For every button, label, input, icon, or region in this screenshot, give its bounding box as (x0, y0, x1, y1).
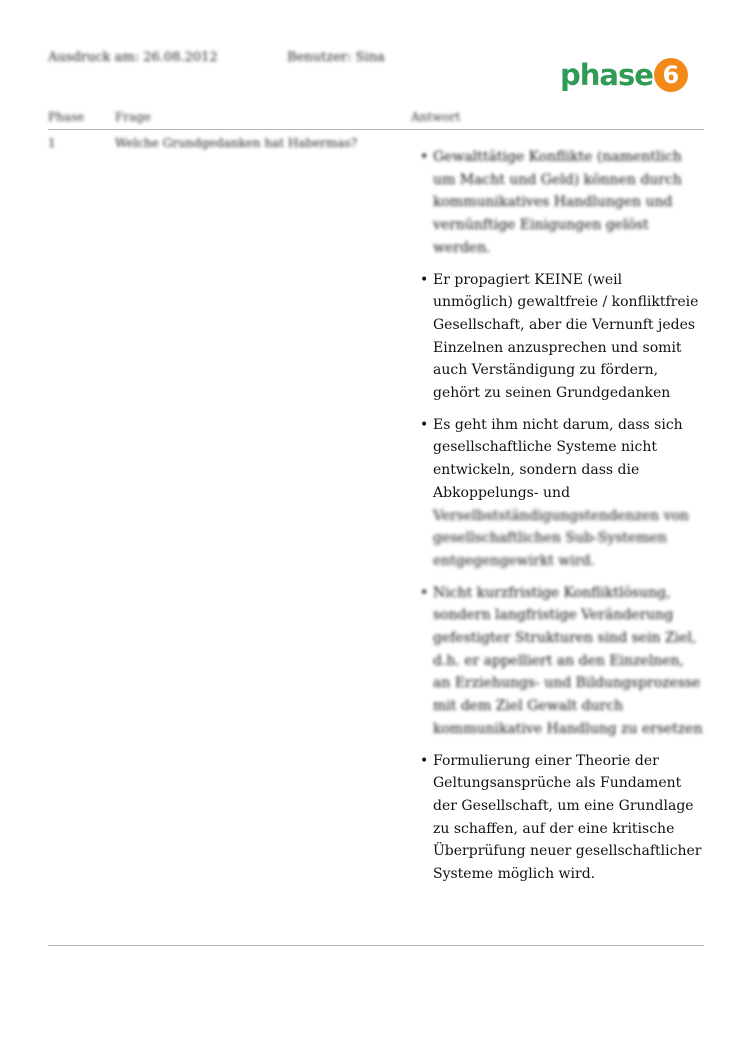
column-header-phase: Phase (48, 110, 85, 124)
answer-text: Er propagiert KEINE (weil unmöglich) gewaltfreie / konfliktfreie Gesellschaft, aber die Vernunft jedes Einzelnen anzusprechen und somit auch Verständigung zu fördern, gehört zu seinen Grundgedanken (433, 271, 699, 402)
answer-text: Es geht ihm nicht darum, dass sich gesellschaftliche Systeme nicht entwickeln, sondern dass die Abkoppelungs- und (433, 416, 683, 501)
answer-list (418, 146, 704, 895)
answer-text-blurred: Verselbstständigungstendenzen von gesellschaftlichen Sub-Systemen entgegengewirkt wird. (433, 507, 689, 569)
logo-text: phase (560, 57, 653, 92)
column-header-question: Frage (115, 110, 151, 124)
table-bottom-rule (48, 945, 704, 946)
phase6-logo (560, 55, 688, 95)
answer-text: Nicht kurzfristige Konfliktlösung, sondern langfristige Veränderung gefestigter Strukturen sind sein Ziel, d.h. er appelliert an den Einzelnen, an Erziehungs- und Bildungsprozesse mit dem Ziel Gewalt durch kommunikative Handlung zu ersetzen (433, 584, 703, 737)
user-name: Benutzer: Sina (287, 50, 385, 65)
print-meta (48, 50, 385, 65)
answer-text: Gewalttätige Konflikte (namentlich um Macht und Geld) können durch kommunikatives Handlungen und vernünftige Einigungen gelöst werden. (433, 149, 682, 256)
row-question: Welche Grundgedanken hat Habermas? (115, 136, 358, 150)
answer-item (418, 146, 704, 260)
answer-text: Formulierung einer Theorie der Geltungsansprüche als Fundament der Gesellschaft, um eine Grundlage zu schaffen, auf der eine kritische Überprüfung neuer gesellschaftlicher Systeme möglich wird. (433, 752, 702, 883)
printed-date: Ausdruck am: 26.08.2012 (48, 50, 218, 65)
row-phase: 1 (48, 136, 56, 150)
answer-item (418, 414, 704, 573)
logo-six-badge: 6 (654, 58, 688, 92)
answer-item (418, 750, 704, 886)
answer-item (418, 269, 704, 405)
header-divider (48, 129, 704, 130)
answer-item (418, 582, 704, 741)
column-header-answer: Antwort (411, 110, 461, 124)
